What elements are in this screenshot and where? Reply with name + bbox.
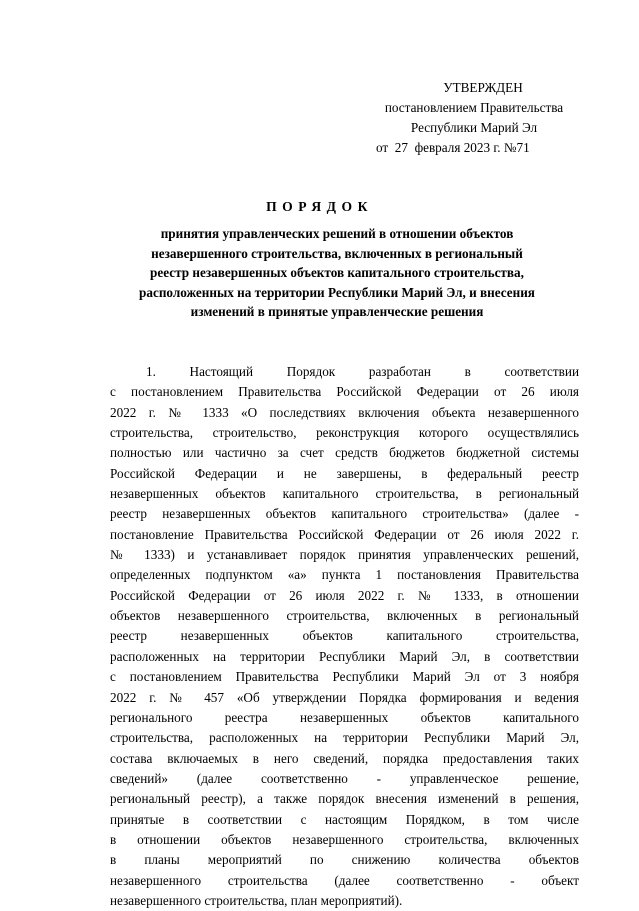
approval-line-republic: Республики Марий Эл [410,120,538,135]
approval-line-resolution: постановлением Правительства [384,100,564,115]
body-line: сведений» (далее соответственно - управленческое решение, [110,770,579,786]
body-line: № 1333) и устанавливает порядок принятия управленческих решений, [110,547,579,563]
subtitle-line: изменений в принятые управленческие решения [190,304,484,320]
body-line: с постановлением Правительства Российской Федерации от 26 июля [110,384,579,400]
approval-stamp [364,78,584,158]
approval-date-line [364,138,584,158]
document-title: ПОРЯДОК [266,199,373,214]
body-line: объектов незавершенного строительства, включенных в региональный [110,608,579,624]
approval-number: 71 [516,140,530,155]
body-line: незавершенного строительства, план мероприятий). [110,892,403,908]
subtitle-line: расположенных на территории Республики Марий Эл, и внесения [139,284,535,300]
body-line: 2022 г. № 457 «Об утверждении Порядка формирования и ведения [110,689,579,705]
body-line: с постановлением Правительства Республики Марий Эл от 3 ноября [110,669,579,685]
body-line: в планы мероприятий по снижению количества объектов [110,852,579,868]
body-line: состава включаемых в него сведений, порядка предоставления таких [110,750,579,766]
approval-date-prefix: от [376,140,389,155]
body-line: региональный реестр), а также порядок внесения изменений в решения, [110,791,579,807]
subtitle-line: незавершенного строительства, включенных в региональный [151,245,523,261]
body-line: в отношении объектов незавершенного строительства, включенных [110,831,579,847]
approval-number-sign: № [503,140,517,155]
body-line: строительства, расположенных на территории Республики Марий Эл, [110,730,579,746]
subtitle-line: реестр незавершенных объектов капитального строительства, [150,265,524,281]
body-line: принятые в соответствии с настоящим Порядком, в том числе [110,811,579,827]
body-line: строительства, строительство, реконструкция которого осуществлялись [110,425,579,441]
body-line: 2022 г. № 1333 «О последствиях включения объекта незавершенного [110,404,579,420]
approval-day: 27 [394,140,408,155]
body-line: 1. Настоящий Порядок разработан в соответствии [146,364,579,379]
body-line: реестр незавершенных объектов капитального строительства» (далее - [110,506,579,522]
body-line: расположенных на территории Республики Марий Эл, в соответствии [110,648,579,664]
body-line: определенных подпунктом «а» пункта 1 постановления Правительства [110,567,579,583]
document-body [110,362,579,911]
body-line: Российской Федерации и не завершены, в федеральный реестр [110,465,579,481]
body-line: полностью или частично за счет средств бюджетов бюджетной системы [110,445,579,461]
body-line: реестр незавершенных объектов капитального строительства, [110,628,579,644]
subtitle-line: принятия управленческих решений в отношении объектов [160,226,514,241]
body-line: регионального реестра незавершенных объектов капитального [110,709,579,725]
body-line: незавершенных объектов капитального строительства, в региональный [110,486,579,502]
approval-heading: УТВЕРЖДЕН [443,80,523,95]
document-subtitle [100,224,574,322]
body-line: незавершенного строительства (далее соответственно - объект [110,872,579,888]
approval-month-year: февраля 2023 г. [414,140,501,155]
body-line: Российской Федерации от 26 июля 2022 г. № 1333, в отношении [110,587,579,603]
body-line: постановление Правительства Российской Федерации от 26 июля 2022 г. [110,526,579,542]
